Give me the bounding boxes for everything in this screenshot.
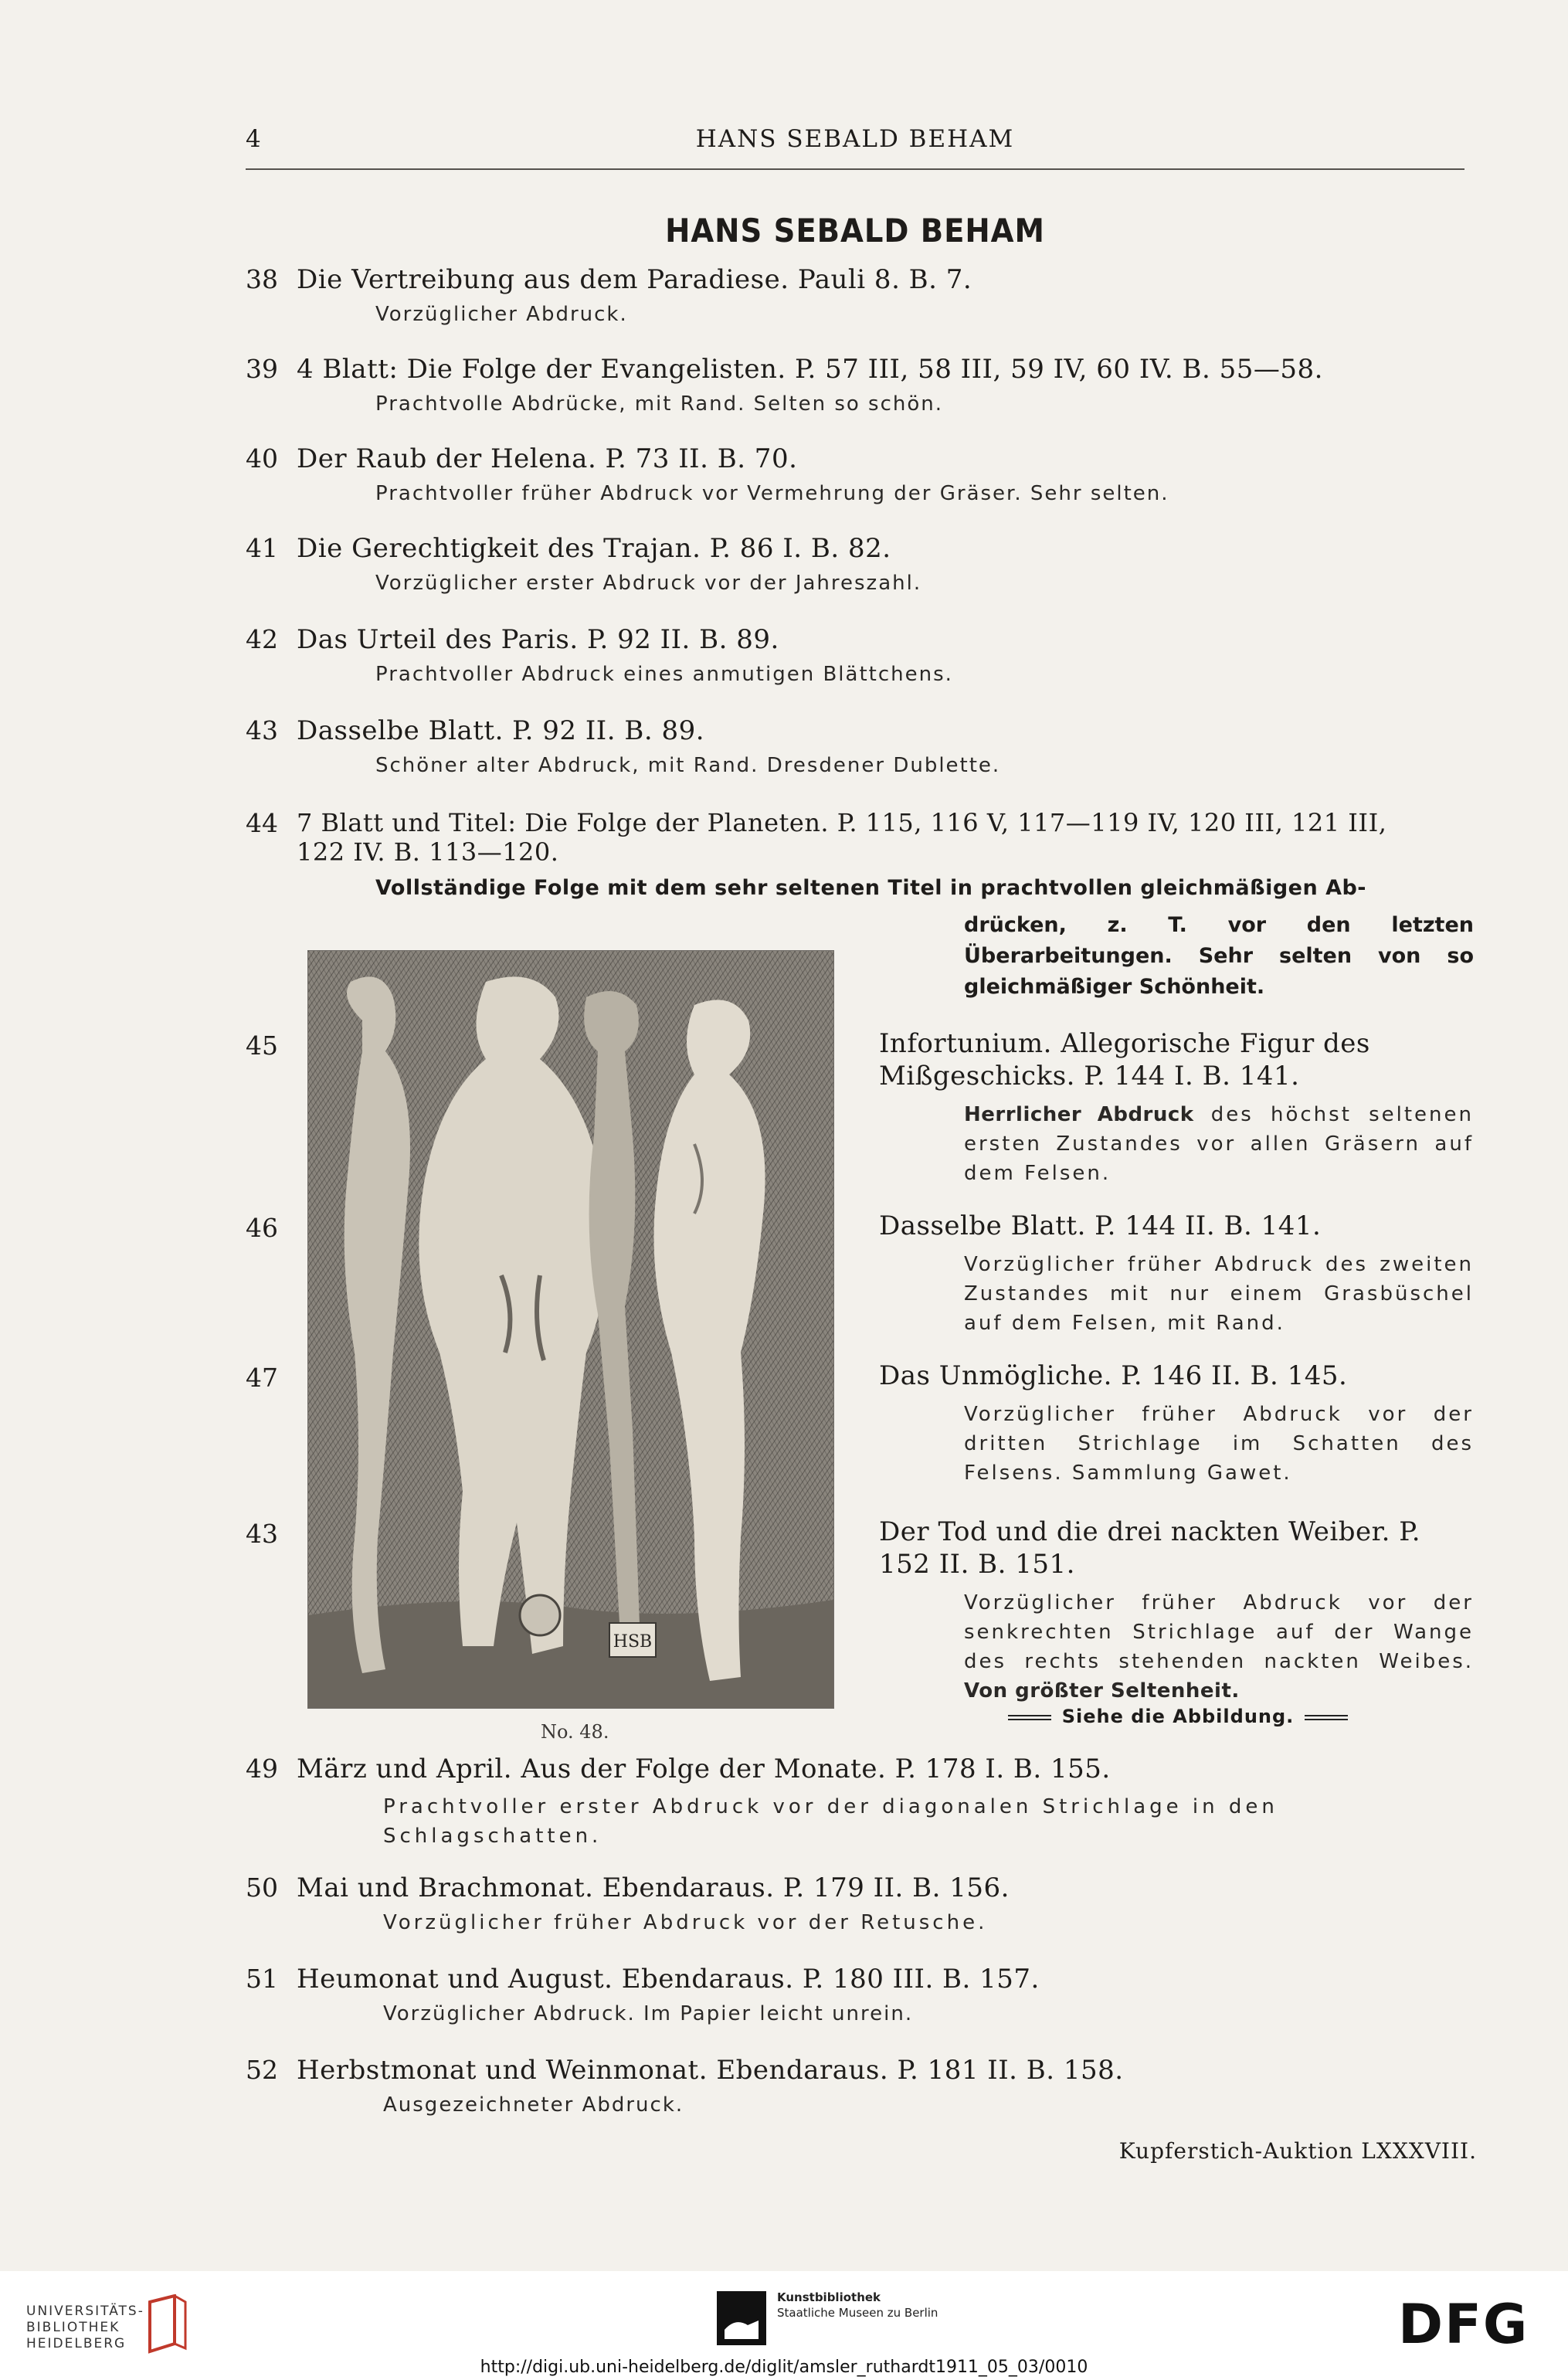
entry-number-46: 46 xyxy=(246,1213,278,1243)
entry-note-bold: Von größter Seltenheit. xyxy=(964,1679,1240,1703)
entry-number: 43 xyxy=(246,715,278,745)
kb-line-1: Kunstbibliothek xyxy=(777,2290,881,2304)
section-title: HANS SEBALD BEHAM xyxy=(665,212,1045,250)
entry-title-line1: 7 Blatt und Titel: Die Folge der Planeten. P. 115, 116 V, 117—119 IV, 120 III, 121 III, xyxy=(297,808,1387,837)
entry-note-text: des höchst seltenen ersten Zustandes vor allen Gräsern auf dem Felsen. xyxy=(964,1103,1474,1185)
see-figure-text: Siehe die Abbildung. xyxy=(1061,1706,1295,1727)
entry-number: 42 xyxy=(246,624,278,654)
entry-title: Die Gerechtigkeit des Trajan. P. 86 I. B. 82. xyxy=(297,533,891,564)
entry-note xyxy=(964,1100,1474,1188)
running-title: HANS SEBALD BEHAM xyxy=(695,125,1015,153)
kunstbibliothek-logo-icon xyxy=(717,2291,766,2345)
source-url-link[interactable]: http://digi.ub.uni-heidelberg.de/diglit/amsler_ruthardt1911_05_03/0010 xyxy=(480,2358,1088,2377)
entry-note: Vorzüglicher früher Abdruck vor der dritten Strichlage im Schatten des Felsens. Sammlung Gawet. xyxy=(964,1403,1474,1485)
entry-note: Vorzüglicher erster Abdruck vor der Jahreszahl. xyxy=(375,572,922,595)
entry-number-48: 43 xyxy=(246,1519,278,1549)
entry-title: Mai und Brachmonat. Ebendaraus. P. 179 II. B. 156. xyxy=(297,1872,1010,1903)
header-rule xyxy=(246,168,1464,170)
entry-title: 4 Blatt: Die Folge der Evangelisten. P. 57 III, 58 III, 59 IV, 60 IV. B. 55—58. xyxy=(297,354,1323,385)
entry-title-line2: 122 IV. B. 113—120. xyxy=(297,837,559,867)
university-library-logo xyxy=(26,2304,144,2352)
entry-note: Prachtvoller Abdruck eines anmutigen Blättchens. xyxy=(375,663,953,686)
entry-note: Vorzüglicher früher Abdruck des zweiten Zustandes mit nur einem Grasbüschel auf dem Felsen, mit Rand. xyxy=(964,1253,1474,1335)
entry-note: Vorzüglicher früher Abdruck vor der Retusche. xyxy=(383,1911,988,1934)
entry-title: Das Unmögliche. P. 146 II. B. 145. xyxy=(879,1360,1348,1391)
double-rule-left xyxy=(1008,1715,1051,1720)
entry-title: Herbstmonat und Weinmonat. Ebendaraus. P. 181 II. B. 158. xyxy=(297,2055,1124,2086)
entry-44-note-rest: drücken, z. T. vor den letzten Überarbeitungen. Sehr selten von so gleichmäßiger Schönheit. xyxy=(964,913,1474,999)
engraving-image xyxy=(308,951,833,1708)
entry-number-47: 47 xyxy=(246,1363,278,1393)
double-rule-right xyxy=(1305,1715,1348,1720)
entry-number: 49 xyxy=(246,1754,278,1784)
entry-45 xyxy=(879,1027,1474,1188)
entry-number: 41 xyxy=(246,533,278,563)
ub-line-1: UNIVERSITÄTS- xyxy=(26,2304,144,2319)
entry-number: 44 xyxy=(246,808,278,838)
auction-footnote: Kupferstich-Auktion LXXXVIII. xyxy=(1118,2138,1477,2164)
entry-title: Heumonat und August. Ebendaraus. P. 180 III. B. 157. xyxy=(297,1964,1040,1995)
entry-46 xyxy=(879,1210,1474,1338)
entry-note: Ausgezeichneter Abdruck. xyxy=(383,2093,684,2117)
kunstbibliothek-label xyxy=(777,2290,938,2321)
entry-title: Der Tod und die drei nackten Weiber. P. 152 II. B. 151. xyxy=(879,1516,1421,1580)
page-number: 4 xyxy=(246,125,261,153)
ub-line-3: HEIDELBERG xyxy=(26,2336,127,2351)
ub-line-2: BIBLIOTHEK xyxy=(26,2320,120,2335)
entry-note-text: Vorzüglicher früher Abdruck vor der senkrechten Strichlage auf der Wange des rechts stehenden nackten Weibes. xyxy=(964,1591,1474,1673)
entry-number: 52 xyxy=(246,2055,278,2085)
entry-note: Prachtvolle Abdrücke, mit Rand. Selten so schön. xyxy=(375,392,944,416)
monogram-text: HSB xyxy=(613,1632,653,1652)
entry-title: Das Urteil des Paris. P. 92 II. B. 89. xyxy=(297,624,779,655)
kb-line-2: Staatliche Museen zu Berlin xyxy=(777,2306,938,2320)
entry-title: Die Vertreibung aus dem Paradiese. Pauli 8. B. 7. xyxy=(297,264,972,295)
entry-note: Prachtvoller erster Abdruck vor der diagonalen Strichlage in den Schlagschatten. xyxy=(383,1795,1278,1848)
engraving-figure xyxy=(307,950,834,1709)
entry-title: Der Raub der Helena. P. 73 II. B. 70. xyxy=(297,443,798,474)
entry-number: 39 xyxy=(246,354,278,384)
entry-number-45: 45 xyxy=(246,1030,278,1061)
running-header xyxy=(246,125,1464,164)
entry-title: Dasselbe Blatt. P. 144 II. B. 141. xyxy=(879,1210,1322,1241)
entry-title: März und April. Aus der Folge der Monate. P. 178 I. B. 155. xyxy=(297,1754,1111,1784)
entry-44-note-line1: Vollständige Folge mit dem sehr seltenen Titel in prachtvollen gleichmäßigen Ab- xyxy=(375,876,1367,900)
entry-number: 50 xyxy=(246,1872,278,1903)
ub-emblem-icon xyxy=(144,2294,190,2356)
entry-note: Schöner alter Abdruck, mit Rand. Dresdener Dublette. xyxy=(375,754,1001,777)
entry-number: 40 xyxy=(246,443,278,474)
entry-title: Infortunium. Allegorische Figur des Mißgeschicks. P. 144 I. B. 141. xyxy=(879,1028,1370,1092)
entry-note: Vorzüglicher Abdruck. Im Papier leicht unrein. xyxy=(383,2002,914,2025)
dfg-logo: DFG xyxy=(1398,2293,1529,2356)
entry-note xyxy=(964,1588,1474,1706)
entry-note-bold: Herrlicher Abdruck xyxy=(964,1103,1194,1126)
entry-number: 38 xyxy=(246,264,278,294)
figure-caption: No. 48. xyxy=(541,1721,609,1743)
entry-title: Dasselbe Blatt. P. 92 II. B. 89. xyxy=(297,715,705,746)
entry-number: 51 xyxy=(246,1964,278,1994)
entry-note: Prachtvoller früher Abdruck vor Vermehrung der Gräser. Sehr selten. xyxy=(375,482,1169,505)
entry-48 xyxy=(879,1516,1474,1706)
entry-47 xyxy=(879,1360,1474,1488)
entry-note: Vorzüglicher Abdruck. xyxy=(375,303,628,326)
see-figure-note xyxy=(990,1706,1366,1727)
